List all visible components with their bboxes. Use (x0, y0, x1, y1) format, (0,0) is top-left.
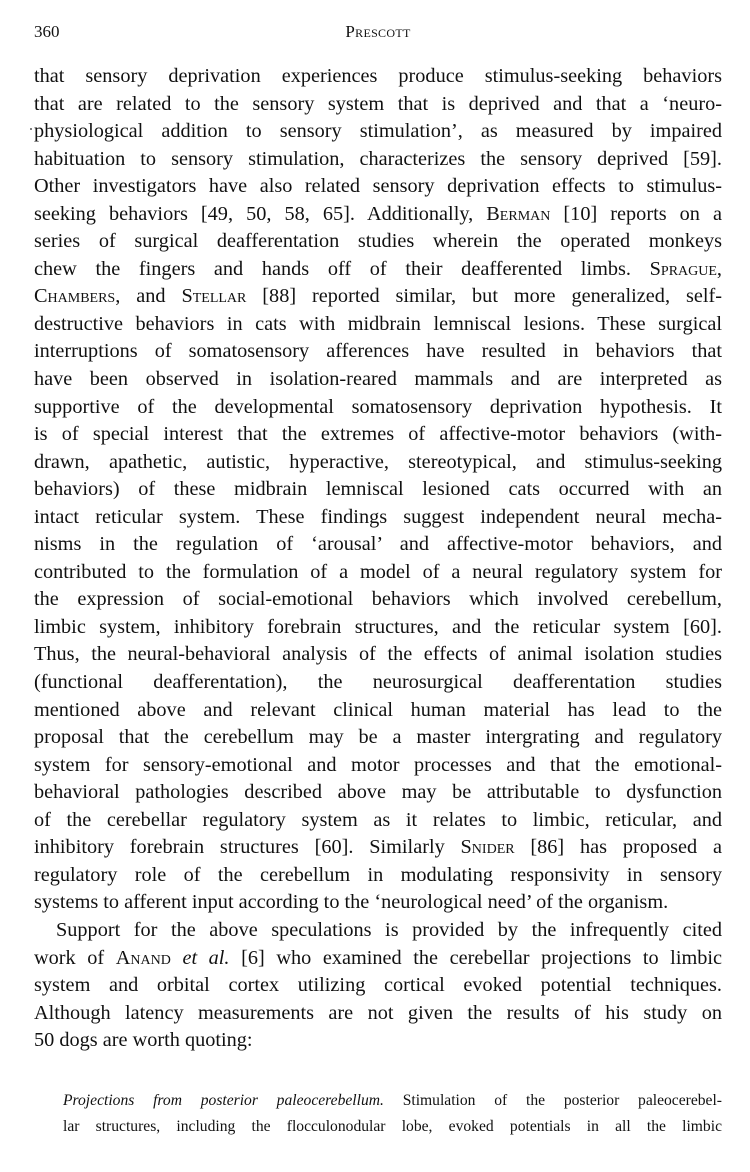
text-run: [88] reported similar, but more generalized, self- (246, 285, 722, 308)
text-line: habituation to sensory stimulation, characterizes the sensory deprived [59]. (34, 147, 722, 170)
text-line: that are related to the sensory system that is deprived and that a ‘neuro- (34, 92, 722, 115)
text-line: Thus, the neural-behavioral analysis of the effects of animal isolation studies (34, 643, 722, 666)
text-line: Other investigators have also related sensory deprivation effects to stimulus- (34, 175, 722, 198)
author-name: Anand (115, 946, 171, 969)
author-name: Stellar (181, 285, 247, 308)
text-line (34, 256, 722, 284)
text-line: mentioned above and relevant clinical human material has lead to the (34, 698, 722, 721)
text-line: proposal that the cerebellum may be a master intergrating and regulatory (34, 726, 722, 749)
text-line: the expression of social-emotional behaviors which involved cerebellum, (34, 588, 722, 611)
text-line: series of surgical deafferentation studies wherein the operated monkeys (34, 230, 722, 253)
running-title: Prescott (345, 22, 411, 41)
text-run: [6] who examined the cerebellar projections to limbic (229, 946, 723, 969)
quote-heading: Projections from posterior paleocerebellum. (63, 1092, 384, 1109)
et-al: et al. (182, 946, 230, 969)
author-name: Snider (460, 836, 515, 859)
text-run: chew the fingers and hands off of their deafferented limbs. (34, 257, 650, 280)
text-line: Support for the above speculations is provided by the infrequently cited (56, 918, 722, 941)
text-line: intact reticular system. These findings suggest independent neural mecha- (34, 505, 722, 528)
quote-line: lar structures, including the flocculonodular lobe, evoked potentials in all the limbic (63, 1118, 722, 1135)
text-line: system for sensory-emotional and motor processes and that the emotional- (34, 753, 722, 776)
text-line: (functional deafferentation), the neurosurgical deafferentation studies (34, 671, 722, 694)
author-name: Berman (486, 202, 551, 225)
running-head (34, 22, 722, 46)
text-line: behavioral pathologies described above may be attributable to dysfunction (34, 781, 722, 804)
text-line (34, 201, 722, 229)
text-run: inhibitory forebrain structures [60]. Similarly (34, 836, 461, 859)
text-line: drawn, apathetic, autistic, hyperactive, stereotypical, and stimulus-seeking (34, 450, 722, 473)
author-name: Sprague (649, 257, 717, 280)
text-line: systems to afferent input according to the ‘neurological need’ of the organism. (34, 891, 669, 914)
text-line: physiological addition to sensory stimulation’, as measured by impaired (34, 120, 722, 143)
quote-line (63, 1088, 722, 1114)
text-line (34, 834, 722, 862)
text-run: Stimulation of the posterior paleocerebel- (383, 1092, 723, 1109)
text-run: [10] reports on a (550, 202, 722, 225)
text-line: Although latency measurements are not given the results of his study on (34, 1001, 722, 1024)
text-run: [86] has proposed a (514, 836, 722, 859)
text-run: seeking behaviors [49, 50, 58, 65]. Additionally, (34, 202, 487, 225)
text-run: work of (34, 946, 116, 969)
text-line: is of special interest that the extremes of affective-motor behaviors (with- (34, 423, 722, 446)
text-line: have been observed in isolation-reared mammals and are interpreted as (34, 368, 722, 391)
text-line: 50 dogs are worth quoting: (34, 1029, 253, 1052)
text-line: contributed to the formulation of a model of a neural regulatory system for (34, 560, 722, 583)
text-line: behaviors) of these midbrain lemniscal lesioned cats occurred with an (34, 478, 722, 501)
text-line: destructive behaviors in cats with midbrain lemniscal lesions. These surgical (34, 312, 722, 335)
block-quote (63, 1088, 722, 1140)
text-line: system and orbital cortex utilizing cortical evoked potential techniques. (34, 974, 722, 997)
text-line (34, 283, 722, 311)
text-line: supportive of the developmental somatosensory deprivation hypothesis. It (34, 395, 722, 418)
text-line: regulatory role of the cerebellum in modulating responsivity in sensory (34, 863, 722, 886)
page-number: 360 (34, 22, 60, 41)
text-line: limbic system, inhibitory forebrain structures, and the reticular system [60]. (34, 615, 722, 638)
text-line: that sensory deprivation experiences produce stimulus-seeking behaviors (34, 65, 722, 87)
text-run: , (716, 257, 722, 280)
text-run: , and (115, 285, 182, 308)
text-run (171, 947, 183, 969)
author-name: Chambers (34, 285, 116, 308)
text-line: of the cerebellar regulatory system as it relates to limbic, reticular, and (34, 808, 722, 831)
text-line (34, 945, 722, 973)
scan-speck (30, 128, 32, 130)
text-line: nisms in the regulation of ‘arousal’ and affective-motor behaviors, and (34, 533, 722, 556)
text-line: interruptions of somatosensory afferences have resulted in behaviors that (34, 340, 722, 363)
body-paragraphs (34, 63, 722, 1055)
